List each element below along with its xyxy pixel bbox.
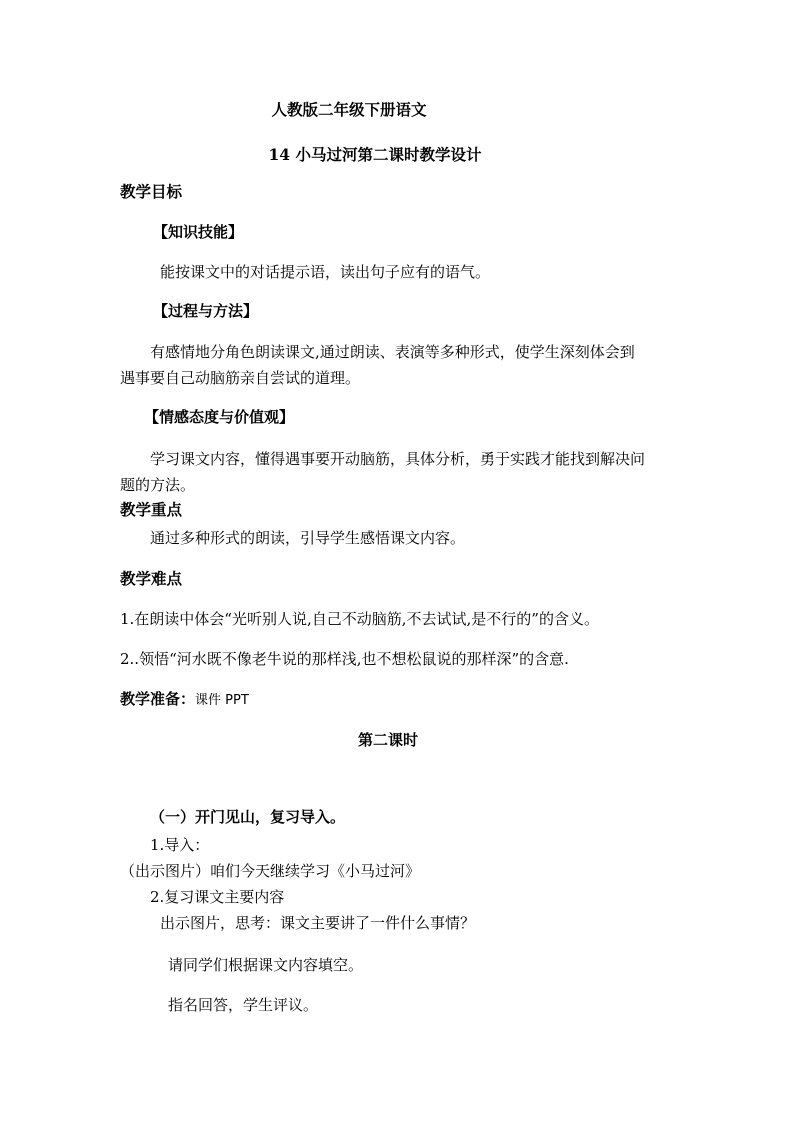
section-heading-difficult: 教学难点	[120, 569, 183, 588]
paragraph-difficult-1: 1.在朗读中体会“光听别人说,自己不动脑筋,不去试试,是不行的”的含义。	[120, 610, 599, 628]
paragraph-process-line1: 有感情地分角色朗读课文,通过朗读、表演等多种形式，使学生深刻体会到	[150, 343, 635, 361]
step2-label: 2.复习课文主要内容	[150, 888, 285, 906]
answer-instruction: 指名回答，学生评议。	[168, 996, 319, 1014]
prep-value: 课件 PPT	[195, 693, 249, 708]
section-heading-key: 教学重点	[120, 500, 183, 519]
paragraph-emotion-line2: 题的方法。	[120, 476, 196, 494]
step2-text: 出示图片，思考：课文主要讲了一件什么事情？	[160, 914, 476, 932]
part1-heading: （一）开门见山，复习导入。	[150, 808, 346, 826]
prep-line	[120, 689, 249, 711]
paragraph-process-line2: 遇事要自己动脑筋亲自尝试的道理。	[120, 369, 361, 387]
step1-text: （出示图片）咱们今天继续学习《小马过河》	[120, 862, 421, 880]
doc-title-lesson: 14 小马过河第二课时教学设计	[268, 145, 482, 164]
prep-label: 教学准备：	[120, 690, 196, 708]
paragraph-difficult-2: 2..领悟“河水既不像老牛说的那样浅,也不想松鼠说的那样深”的含意.	[120, 650, 569, 668]
doc-title-grade: 人教版二年级下册语文	[271, 100, 427, 119]
subheading-emotion: 【情感态度与价值观】	[144, 408, 295, 426]
fill-instruction: 请同学们根据课文内容填空。	[168, 956, 364, 974]
subheading-process: 【过程与方法】	[153, 302, 259, 320]
paragraph-emotion-line1: 学习课文内容，懂得遇事要开动脑筋，具体分析，勇于实践才能找到解决问	[150, 450, 646, 468]
step1-label: 1.导入：	[150, 836, 210, 854]
paragraph-knowledge: 能按课文中的对话提示语，读出句子应有的语气。	[160, 263, 491, 281]
paragraph-key: 通过多种形式的朗读，引导学生感悟课文内容。	[150, 529, 466, 547]
lesson-title: 第二课时	[357, 731, 418, 749]
section-heading-goal: 教学目标	[120, 182, 183, 201]
subheading-knowledge: 【知识技能】	[153, 223, 244, 241]
